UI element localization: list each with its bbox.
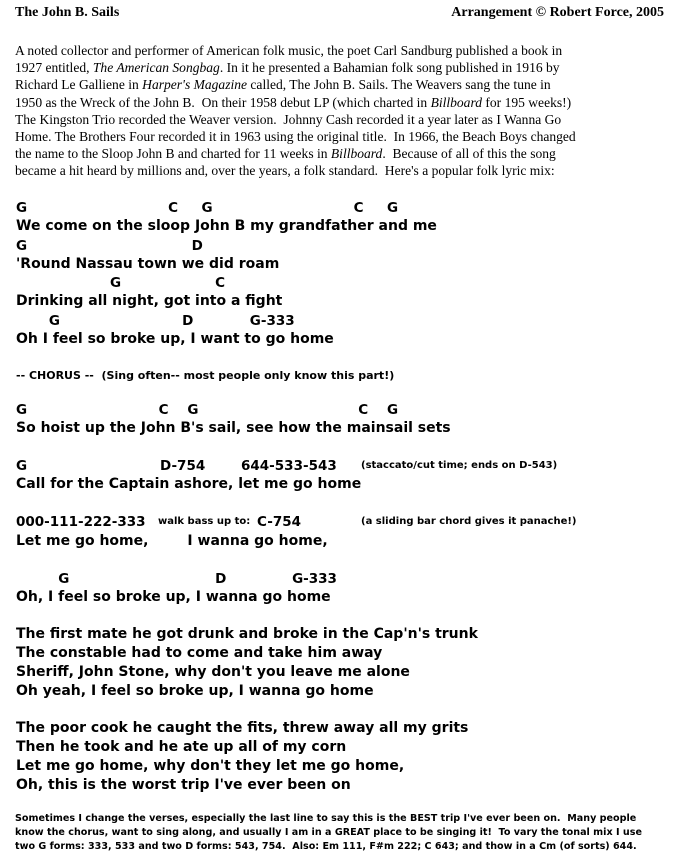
performance-note: (a sliding bar chord gives it panache!) (361, 516, 577, 527)
lyric-line: Oh, this is the worst trip I've ever been on (16, 777, 351, 793)
intro-paragraph (15, 42, 670, 180)
lyric-line: We come on the sloop John B my grandfather and me (16, 218, 437, 234)
song-title: The John B. Sails (15, 5, 120, 20)
lyric-line: Let me go home, I wanna go home, (16, 533, 328, 549)
intro-line: Home. The Brothers Four recorded it in 1963 using the original title. In 1966, the Beach Boys changed (15, 129, 576, 145)
footer-line: know the chorus, want to sing along, and usually I am in a GREAT place to be singing it! To vary the tonal mix I use (15, 827, 642, 838)
lyric-line: Call for the Captain ashore, let me go home (16, 476, 362, 492)
lyric-line: Let me go home, why don't they let me go home, (16, 758, 405, 774)
intro-line: A noted collector and performer of American folk music, the poet Carl Sandburg published a book in (15, 43, 563, 58)
lyric-line: The first mate he got drunk and broke in the Cap'n's trunk (16, 626, 478, 642)
chord-line: G D (16, 238, 203, 254)
intro-line: became a hit heard by millions and, over the years, a folk standard. Here's a popular folk lyric mix: (15, 163, 555, 179)
chord: D-754 (160, 458, 206, 474)
lyric-line: The constable had to come and take him away (16, 645, 383, 661)
lyric-line: So hoist up the John B's sail, see how the mainsail sets (16, 420, 451, 436)
intro-line: 1950 as the Wreck of the John B. On their 1958 debut LP (which charted in (15, 94, 431, 110)
chord-line: G C G C G (16, 402, 399, 418)
chorus-label: -- CHORUS -- (Sing often-- most people only know this part!) (16, 369, 395, 382)
chord-line: G C G C G (16, 200, 399, 216)
footer-line: Sometimes I change the verses, especially the last line to say this is the BEST trip I've ever been on. Many people (15, 813, 637, 824)
lyric-line: Oh, I feel so broke up, I wanna go home (16, 589, 331, 605)
lyric-line: Sheriff, John Stone, why don't you leave me alone (16, 664, 410, 680)
walk-bass-note: walk bass up to: (158, 516, 251, 527)
intro-line: . In it he presented a Bahamian folk song published in 1916 by (219, 60, 560, 76)
lyric-line: Oh I feel so broke up, I want to go home (16, 331, 334, 347)
chord: 644-533-543 (241, 458, 337, 474)
chord-line: G D G-333 (16, 313, 295, 329)
intro-line: The Kingston Trio recorded the Weaver version. Johnny Cash recorded it a year later as I Wanna Go (15, 111, 562, 127)
lyric-line: The poor cook he caught the fits, threw away all my grits (16, 720, 469, 736)
intro-line: the name to the Sloop John B and charted for 11 weeks in (15, 146, 331, 162)
footer-notes (15, 812, 675, 854)
book-title: The American Songbag (92, 60, 220, 76)
lyric-line: Drinking all night, got into a fight (16, 293, 283, 309)
chord-line: G C (16, 275, 225, 291)
chord: G (16, 458, 28, 474)
chord: C-754 (257, 514, 302, 530)
arrangement-credit: Arrangement © Robert Force, 2005 (451, 5, 664, 20)
intro-line: called, The John B. Sails. The Weavers sang the tune in (247, 77, 551, 93)
intro-line: . Because of all of this the song (382, 146, 556, 162)
footer-line: two G forms: 333, 533 and two D forms: 543, 754. Also: Em 111, F#m 222; C 643; and thow in a Cm (of sorts) 644. (15, 841, 637, 852)
chord: 000-111-222-333 (16, 514, 146, 530)
intro-line: 1927 entitled, (15, 60, 93, 76)
lyric-line: Oh yeah, I feel so broke up, I wanna go home (16, 683, 374, 699)
magazine-title: Harper's Magazine (142, 77, 248, 93)
lyric-line: Then he took and he ate up all of my corn (16, 739, 347, 755)
intro-line: Richard Le Galliene in (15, 77, 143, 93)
billboard-title: Billboard (430, 94, 482, 110)
chord-line: G D G-333 (16, 571, 337, 587)
billboard-title: Billboard (330, 146, 383, 162)
intro-line: for 195 weeks!) (482, 94, 572, 110)
performance-note: (staccato/cut time; ends on D-543) (361, 460, 558, 471)
lyric-line: 'Round Nassau town we did roam (16, 256, 280, 272)
